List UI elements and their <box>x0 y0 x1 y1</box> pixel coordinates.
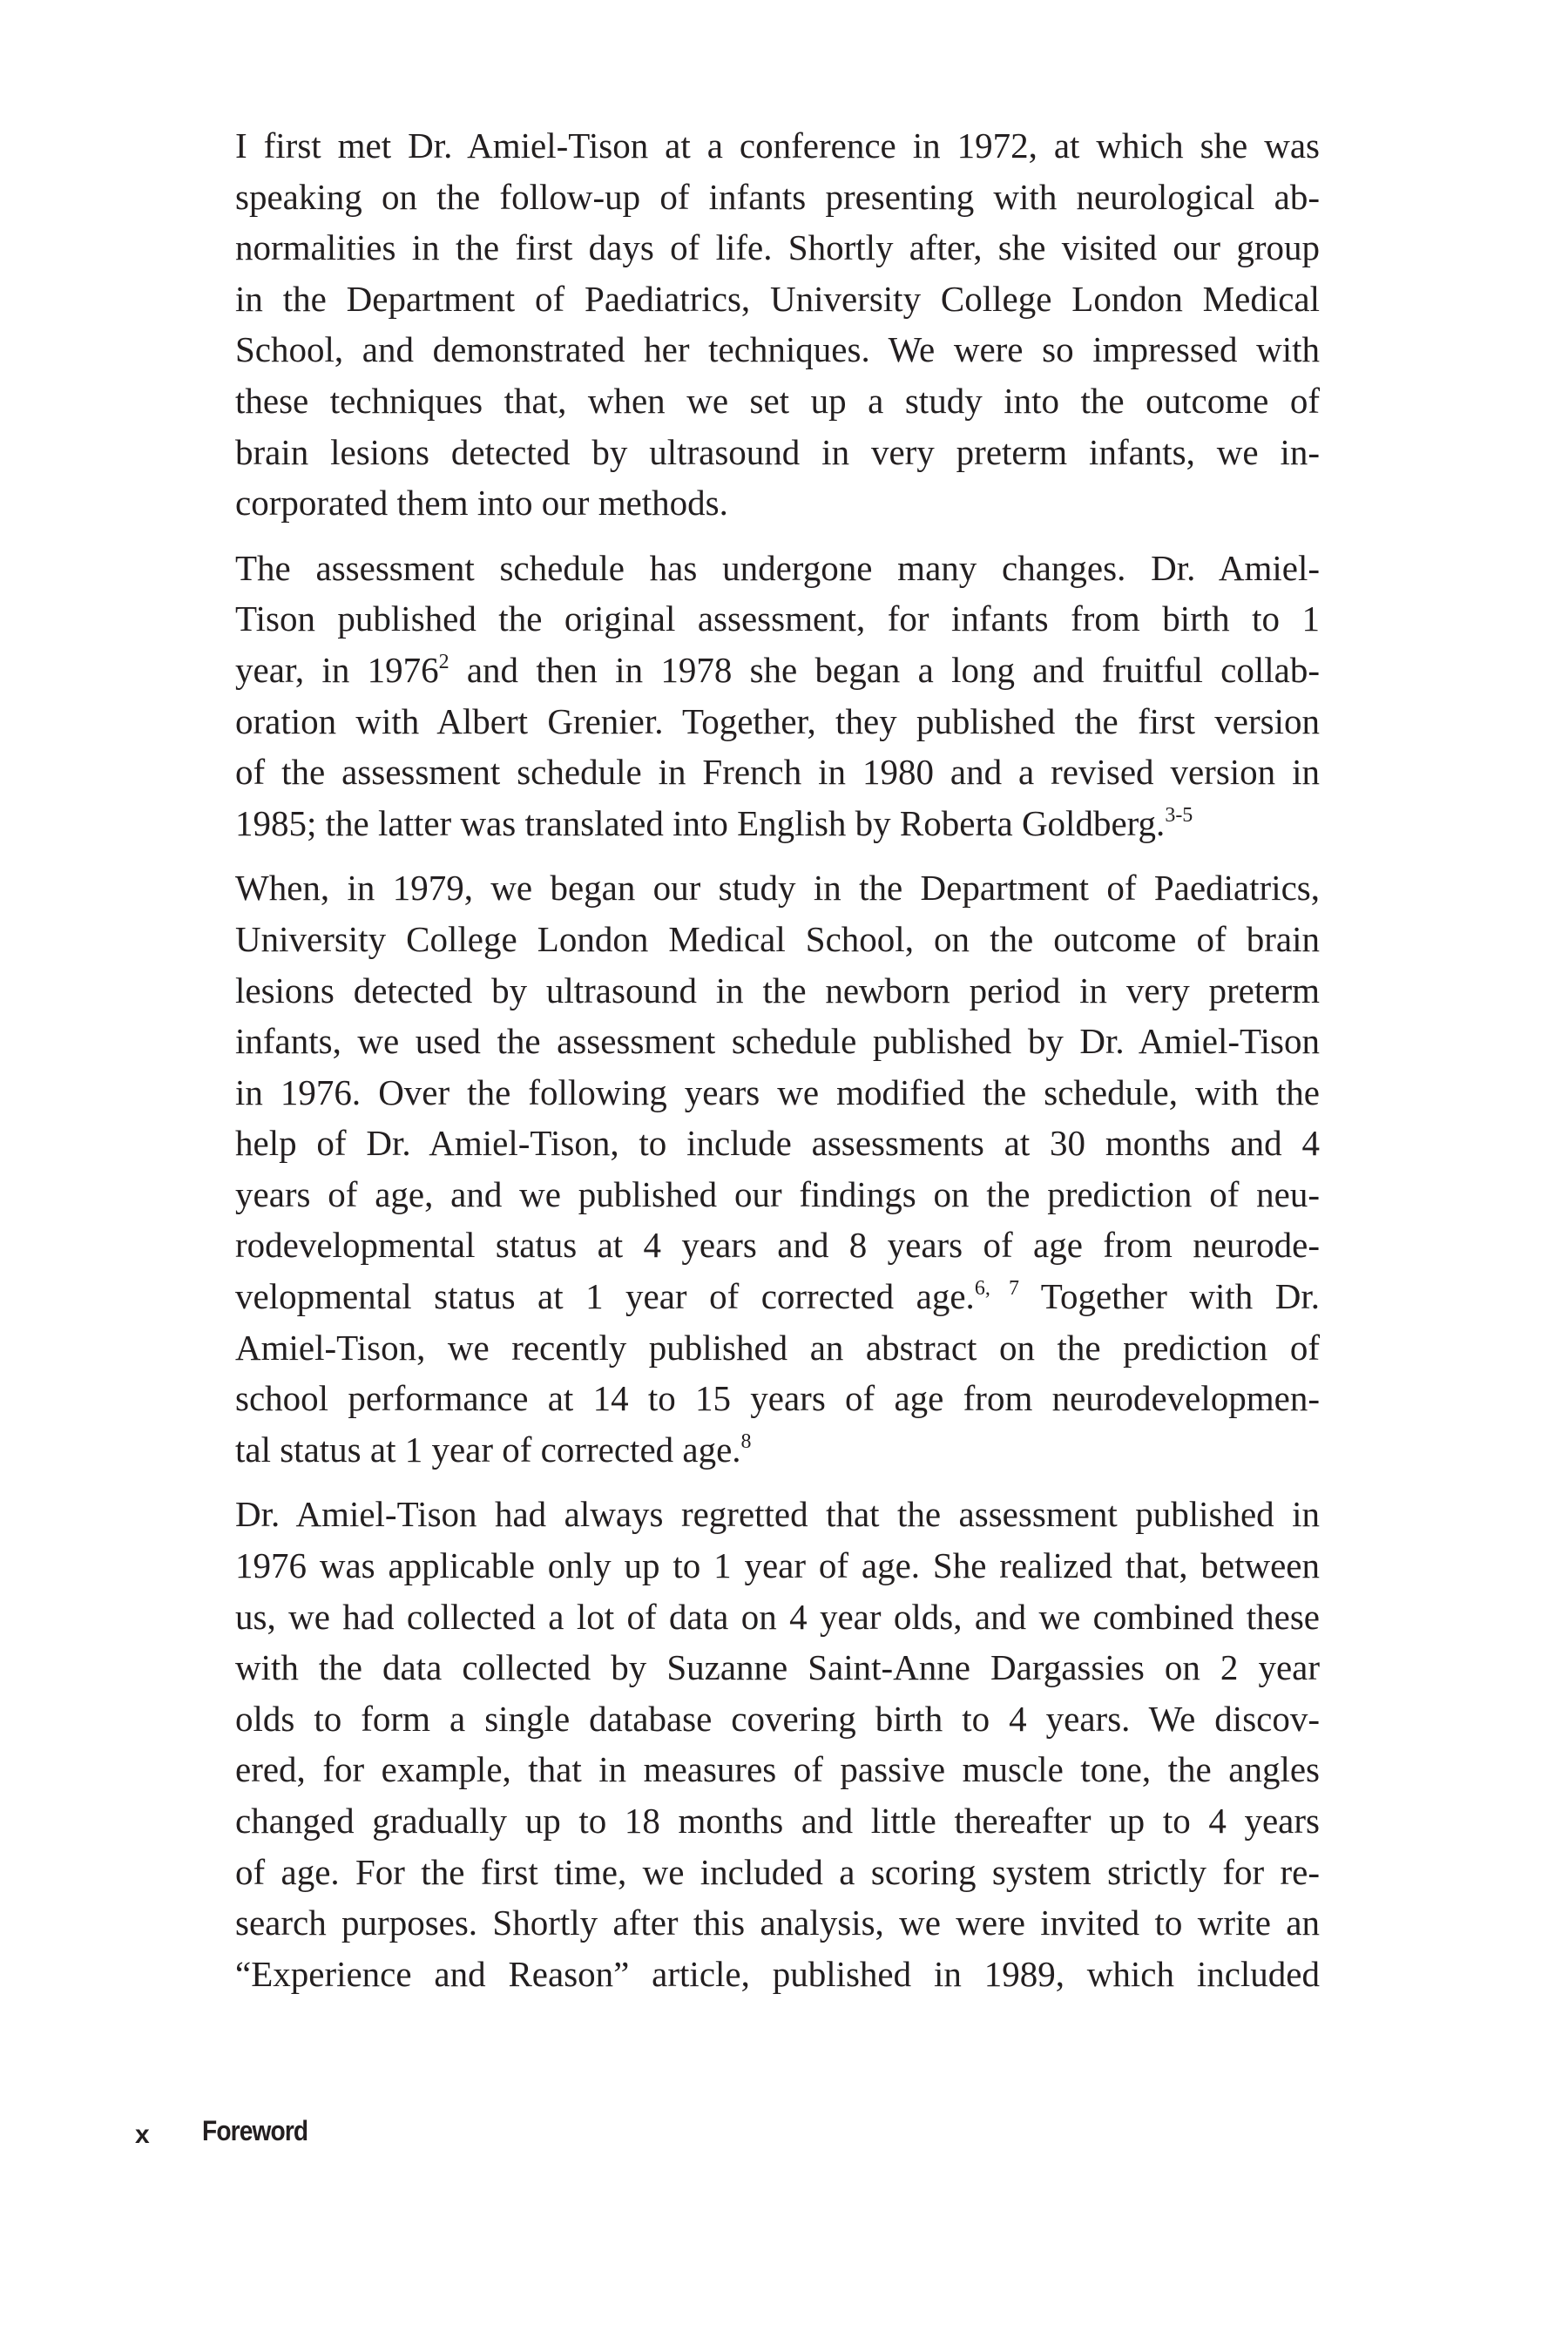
text-fragment: 1985; the latter was translated into English by Roberta Goldberg. <box>235 802 1166 843</box>
text-line: Tison published the original assessment, for infants from birth to 1 <box>235 598 1320 639</box>
text-line: of age. For the first time, we included a scoring system strictly for re- <box>235 1851 1320 1892</box>
paragraph-2 <box>235 543 1320 849</box>
text-line: oration with Albert Grenier. Together, they published the first version <box>235 700 1320 741</box>
text-line: in the Department of Paediatrics, University College London Medical <box>235 278 1320 319</box>
text-line: ered, for example, that in measures of passive muscle tone, the angles <box>235 1749 1320 1790</box>
text-line <box>235 1424 1320 1476</box>
footnote-ref-3-5[interactable]: 3-5 <box>1165 803 1193 827</box>
body-text <box>235 120 1320 2013</box>
text-line: corporated them into our methods. <box>235 483 728 524</box>
text-line: olds to form a single database covering birth to 4 years. We discov- <box>235 1698 1320 1739</box>
text-line: normalities in the first days of life. Shortly after, she visited our group <box>235 227 1320 268</box>
text-line: search purposes. Shortly after this analysis, we were invited to write an <box>235 1903 1320 1943</box>
text-fragment: and then in 1978 she began a long and fruitful collab- <box>449 649 1320 690</box>
text-line: “Experience and Reason” article, published in 1989, which included <box>235 1953 1320 1994</box>
text-line: these techniques that, when we set up a study into the outcome of <box>235 380 1320 421</box>
text-line: us, we had collected a lot of data on 4 year olds, and we combined these <box>235 1596 1320 1637</box>
text-fragment: tal status at 1 year of corrected age. <box>235 1429 741 1470</box>
text-line: with the data collected by Suzanne Saint-Anne Dargassies on 2 year <box>235 1647 1320 1688</box>
text-fragment: Together with Dr. <box>1019 1276 1320 1317</box>
text-line <box>235 1271 1320 1322</box>
text-line: When, in 1979, we began our study in the Department of Paediatrics, <box>235 868 1320 909</box>
text-line: in 1976. Over the following years we modified the schedule, with the <box>235 1071 1320 1112</box>
text-line: 1976 was applicable only up to 1 year of age. She realized that, between <box>235 1545 1320 1586</box>
text-line <box>235 798 1320 849</box>
text-fragment: year, in 1976 <box>235 649 439 690</box>
text-line: speaking on the follow-up of infants presenting with neurological ab- <box>235 176 1320 217</box>
text-line: of the assessment schedule in French in 1980 and a revised version in <box>235 752 1320 793</box>
text-line: years of age, and we published our findings on the prediction of neu- <box>235 1173 1320 1214</box>
footnote-ref-8[interactable]: 8 <box>740 1429 752 1453</box>
text-line: University College London Medical School, on the outcome of brain <box>235 918 1320 959</box>
paragraph-4 <box>235 1489 1320 1999</box>
text-line: brain lesions detected by ultrasound in very preterm infants, we in- <box>235 431 1320 472</box>
text-line: School, and demonstrated her techniques. We were so impressed with <box>235 329 1320 370</box>
paragraph-1 <box>235 120 1320 529</box>
page-number: x <box>135 2120 150 2149</box>
page-footer <box>0 2115 1568 2150</box>
text-line: The assessment schedule has undergone many changes. Dr. Amiel- <box>235 547 1320 588</box>
text-line: I first met Dr. Amiel-Tison at a conference in 1972, at which she was <box>235 125 1320 166</box>
text-line: school performance at 14 to 15 years of age from neurodevelopmen- <box>235 1378 1320 1419</box>
text-line: help of Dr. Amiel-Tison, to include assessments at 30 months and 4 <box>235 1123 1320 1164</box>
text-line: Dr. Amiel-Tison had always regretted that the assessment published in <box>235 1494 1320 1535</box>
text-line: infants, we used the assessment schedule published by Dr. Amiel-Tison <box>235 1021 1320 1062</box>
footnote-ref-2[interactable]: 2 <box>438 650 449 673</box>
text-line: changed gradually up to 18 months and little thereafter up to 4 years <box>235 1801 1320 1841</box>
text-line: rodevelopmental status at 4 years and 8 years of age from neurode- <box>235 1225 1320 1266</box>
paragraph-3 <box>235 862 1320 1475</box>
running-head: Foreword <box>202 2115 308 2146</box>
text-line: lesions detected by ultrasound in the newborn period in very preterm <box>235 970 1320 1010</box>
text-line <box>235 645 1320 696</box>
footnote-ref-6-7[interactable]: 6, 7 <box>974 1277 1020 1301</box>
text-line: Amiel-Tison, we recently published an abstract on the prediction of <box>235 1327 1320 1368</box>
text-fragment: velopmental status at 1 year of corrected age. <box>235 1276 975 1317</box>
